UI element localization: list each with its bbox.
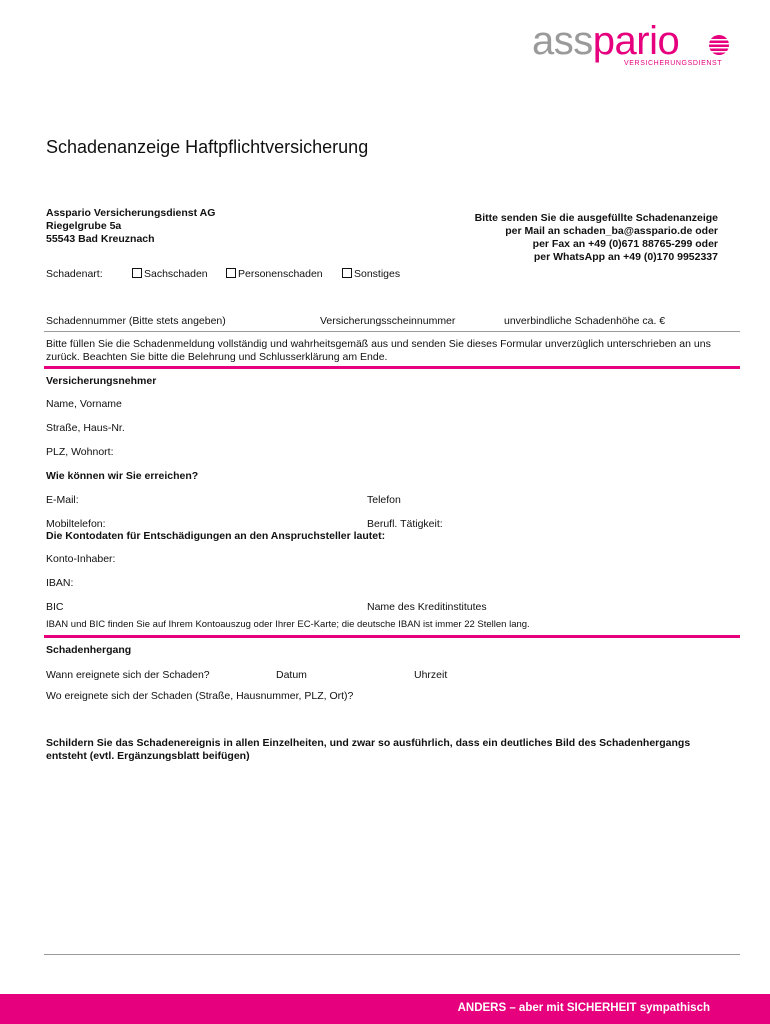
instructions-text: Bitte füllen Sie die Schadenmeldung vollständig und wahrheitsgemäß aus und senden Sie dieses Formular unverzüglich unterschrieben an uns zurück. Beachten Sie bitte die Belehrung und Schlusserklärung am Ende.: [46, 338, 711, 363]
policy-number-field[interactable]: Versicherungsscheinnummer: [320, 315, 456, 327]
checkbox[interactable]: [226, 268, 236, 278]
claim-number-field[interactable]: Schadennummer (Bitte stets angeben): [46, 315, 226, 327]
damage-type-option-property[interactable]: Sachschaden: [132, 268, 208, 280]
account-holder-field[interactable]: Konto-Inhaber:: [46, 553, 116, 565]
incident-location-field[interactable]: Wo ereignete sich der Schaden (Straße, Hausnummer, PLZ, Ort)?: [46, 690, 354, 702]
checkbox[interactable]: [132, 268, 142, 278]
bic-field[interactable]: BIC: [46, 601, 64, 613]
sender-company: Asspario Versicherungsdienst AG: [46, 207, 216, 219]
damage-type-option-other[interactable]: Sonstiges: [342, 268, 400, 280]
phone-field[interactable]: Telefon: [367, 494, 401, 506]
logo-globe-icon: [708, 34, 730, 56]
city-field[interactable]: PLZ, Wohnort:: [46, 446, 114, 458]
iban-field[interactable]: IBAN:: [46, 577, 74, 589]
bank-name-field[interactable]: Name des Kreditinstitutes: [367, 601, 487, 613]
iban-note: IBAN und BIC finden Sie auf Ihrem Kontoauszug oder Ihrer EC-Karte; die deutsche IBAN ist immer 22 Stellen lang.: [46, 619, 530, 630]
incident-description-area[interactable]: [44, 768, 740, 954]
damage-amount-field[interactable]: unverbindliche Schadenhöhe ca. €: [504, 315, 666, 327]
page-title: Schadenanzeige Haftpflichtversicherung: [46, 137, 369, 157]
bank-heading: Die Kontodaten für Entschädigungen an den Anspruchsteller lautet:: [46, 530, 386, 542]
incident-when-label: Wann ereignete sich der Schaden?: [46, 669, 210, 681]
email-field[interactable]: E-Mail:: [46, 494, 79, 506]
incident-heading: Schadenhergang: [46, 644, 132, 656]
section-divider: [44, 635, 740, 638]
street-field[interactable]: Straße, Haus-Nr.: [46, 422, 125, 434]
send-info-email[interactable]: per Mail an schaden_ba@asspario.de oder: [505, 225, 718, 237]
insured-heading: Versicherungsnehmer: [46, 375, 157, 387]
incident-time-field[interactable]: Uhrzeit: [414, 669, 448, 681]
checkbox[interactable]: [342, 268, 352, 278]
divider: [44, 331, 740, 332]
incident-date-field[interactable]: Datum: [276, 669, 307, 681]
section-divider: [44, 366, 740, 369]
company-logo: [532, 19, 728, 72]
description-bottom-line: [44, 954, 740, 955]
send-info-line1: Bitte senden Sie die ausgefüllte Schadenanzeige: [474, 212, 718, 224]
logo-wordmark: asspario: [532, 19, 680, 63]
incident-description-label: Schildern Sie das Schadenereignis in allen Einzelheiten, und zwar so ausführlich, dass ein deutliches Bild des Schadenhergangs entsteht (evtl. Ergänzungsblatt beifügen): [46, 737, 691, 762]
footer-slogan: ANDERS – aber mit SICHERHEIT sympathisch: [457, 1002, 710, 1014]
sender-street: Riegelgrube 5a: [46, 220, 122, 232]
mobile-field[interactable]: Mobiltelefon:: [46, 518, 106, 530]
send-info-fax: per Fax an +49 (0)671 88765-299 oder: [532, 238, 718, 250]
footer-bar: [0, 994, 770, 1024]
damage-type-label: Schadenart:: [46, 268, 103, 280]
logo-tagline: VERSICHERUNGSDIENST: [624, 60, 723, 67]
name-field[interactable]: Name, Vorname: [46, 398, 122, 410]
sender-city: 55543 Bad Kreuznach: [46, 233, 155, 245]
damage-type-option-personal[interactable]: Personenschaden: [226, 268, 323, 280]
contact-heading: Wie können wir Sie erreichen?: [46, 470, 199, 482]
send-info-whatsapp: per WhatsApp an +49 (0)170 9952337: [533, 251, 718, 263]
job-field[interactable]: Berufl. Tätigkeit:: [367, 518, 443, 530]
